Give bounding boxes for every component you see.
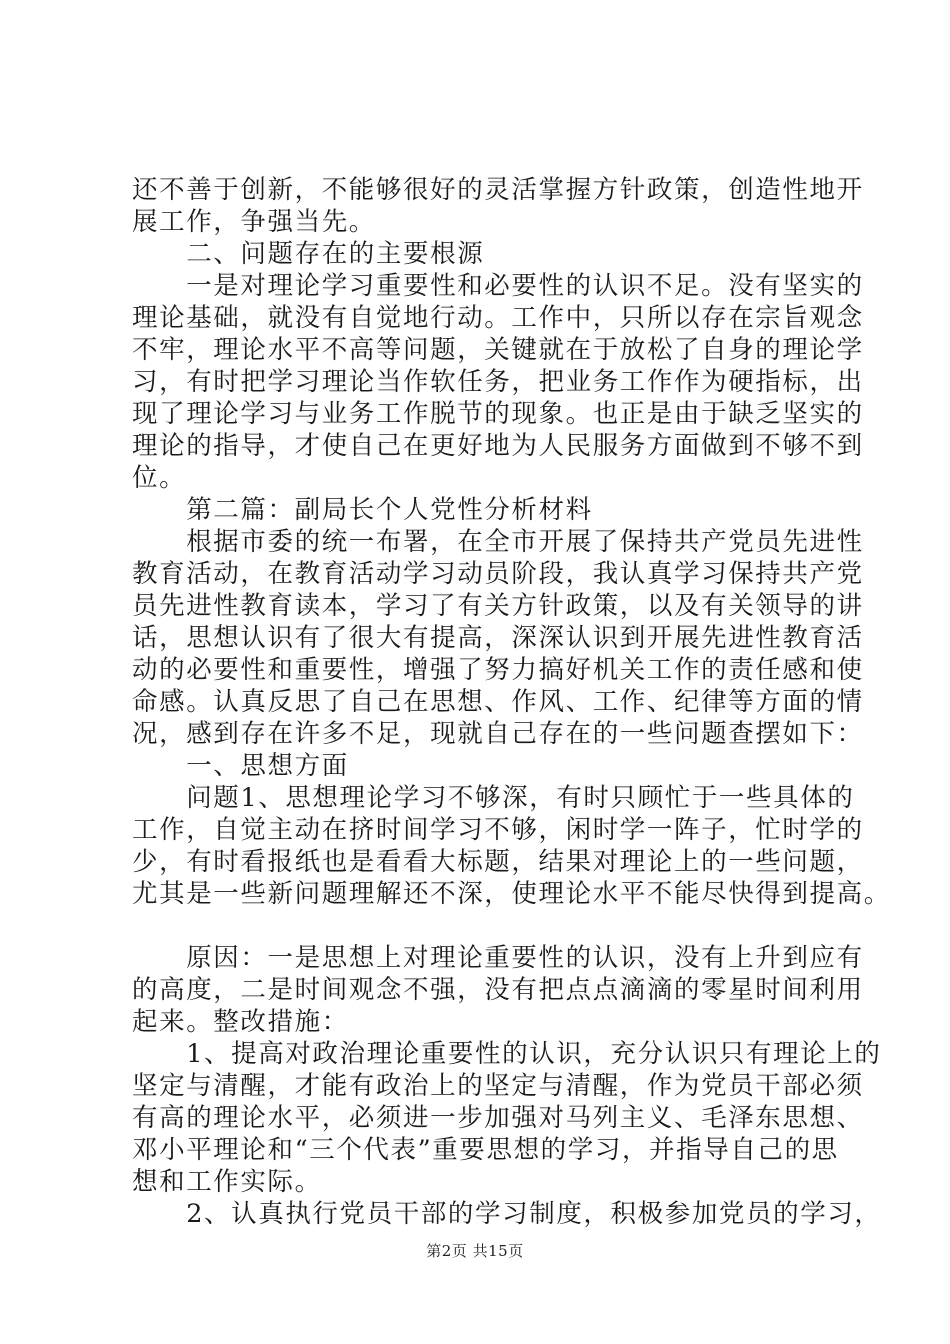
text-line: 还不善于创新，不能够很好的灵活掌握方针政策，创造性地开: [132, 175, 864, 205]
text-line: 话，思想认识有了很大有提高，深深认识到开展先进性教育活: [132, 623, 864, 653]
text-line: 原因：一是思想上对理论重要性的认识，没有上升到应有: [132, 943, 864, 973]
text-line: 现了理论学习与业务工作脱节的现象。也正是由于缺乏坚实的: [132, 399, 864, 429]
text-line: 展工作，争强当先。: [132, 207, 376, 237]
text-line: 想和工作实际。: [132, 1167, 322, 1197]
text-line: 位。: [132, 463, 187, 493]
text-line: 邓小平理论和“三个代表”重要思想的学习，并指导自己的思: [132, 1135, 839, 1165]
text-line: 根据市委的统一布署，在全市开展了保持共产党员先进性: [132, 527, 864, 557]
text-line: 一是对理论学习重要性和必要性的认识不足。没有坚实的: [132, 271, 864, 301]
text-line: 教育活动，在教育活动学习动员阶段，我认真学习保持共产党: [132, 559, 864, 589]
text-line: 工作，自觉主动在挤时间学习不够，闲时学一阵子，忙时学的: [132, 815, 864, 845]
text-line: 2、认真执行党员干部的学习制度，积极参加党员的学习，: [132, 1199, 882, 1229]
section-heading: 二、问题存在的主要根源: [132, 239, 485, 269]
article-title: 第二篇：副局长个人党性分析材料: [132, 495, 593, 525]
text-line: 起来。整改措施：: [132, 1007, 349, 1037]
text-line: 1、提高对政治理论重要性的认识，充分认识只有理论上的: [132, 1039, 882, 1069]
section-heading: 一、思想方面: [132, 751, 349, 781]
text-line: 习，有时把学习理论当作软任务，把业务工作作为硬指标，出: [132, 367, 864, 397]
text-line: 员先进性教育读本，学习了有关方针政策，以及有关领导的讲: [132, 591, 864, 621]
text-line: 少，有时看报纸也是看看大标题，结果对理论上的一些问题，: [132, 847, 864, 877]
text-line: 命感。认真反思了自己在思想、作风、工作、纪律等方面的情: [132, 687, 864, 717]
text-line: 问题1、思想理论学习不够深，有时只顾忙于一些具体的: [132, 783, 855, 813]
document-body: [132, 174, 891, 1230]
text-line: 有高的理论水平，必须进一步加强对马列主义、毛泽东思想、: [132, 1103, 864, 1133]
page-number-footer: 第2页 共15页: [426, 1242, 524, 1260]
text-line: 不牢，理论水平不高等问题，关键就在于放松了自身的理论学: [132, 335, 864, 365]
text-line: 的高度，二是时间观念不强，没有把点点滴滴的零星时间利用: [132, 975, 864, 1005]
text-line: 坚定与清醒，才能有政治上的坚定与清醒，作为党员干部必须: [132, 1071, 864, 1101]
text-line: 理论基础，就没有自觉地行动。工作中，只所以存在宗旨观念: [132, 303, 864, 333]
text-line: 况，感到存在许多不足，现就自己存在的一些问题查摆如下：: [132, 719, 864, 749]
text-line: 理论的指导，才使自己在更好地为人民服务方面做到不够不到: [132, 431, 864, 461]
blank-line: [132, 910, 832, 942]
text-line: 尤其是一些新问题理解还不深，使理论水平不能尽快得到提高。: [132, 879, 891, 909]
text-line: 动的必要性和重要性，增强了努力搞好机关工作的责任感和使: [132, 655, 864, 685]
